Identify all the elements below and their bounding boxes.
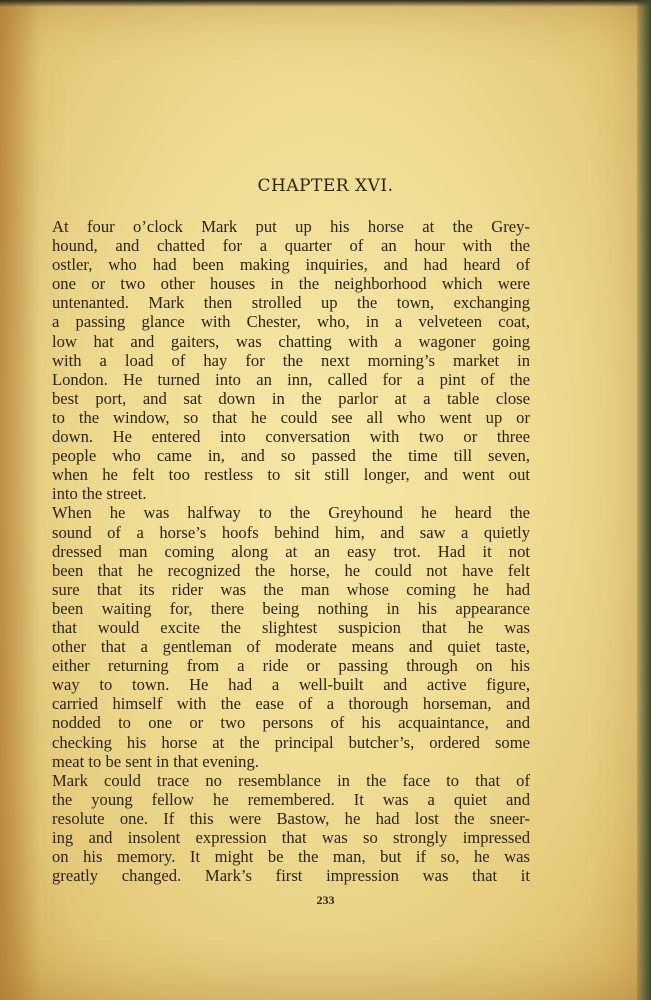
page-top-edge [0, 0, 651, 7]
text-line: down. He entered into conversation with two or three [52, 427, 530, 447]
chapter-heading: CHAPTER XVI. [257, 176, 394, 196]
text-line: When he was halfway to the Greyhound he heard the [52, 503, 530, 523]
text-line: resolute one. If this were Bastow, he had lost the sneer- [52, 808, 530, 828]
text-line: sound of a horse’s hoofs behind him, and saw a quietly [52, 522, 530, 542]
text-line: either returning from a ride or passing through on his [52, 656, 530, 676]
text-line: way to town. He had a well-built and active figure, [52, 675, 530, 695]
text-line: untenanted. Mark then strolled up the town, exchanging [52, 293, 530, 313]
text-line: ostler, who had been making inquiries, and had heard of [52, 255, 530, 275]
text-line: the young fellow he remembered. It was a quiet and [52, 789, 530, 809]
text-line: carried himself with the ease of a thorough horseman, and [52, 694, 530, 714]
text-line: a passing glance with Chester, who, in a velveteen coat, [52, 312, 530, 332]
text-line: hound, and chatted for a quarter of an hour with the [52, 236, 530, 256]
text-line: with a load of hay for the next morning’s market in [52, 350, 530, 370]
text-line: other that a gentleman of moderate means and quiet taste, [52, 637, 530, 657]
text-line: meat to be sent in that evening. [52, 751, 259, 771]
text-line: when he felt too restless to sit still longer, and went out [52, 465, 530, 485]
text-line: low hat and gaiters, was chatting with a wagoner going [52, 331, 530, 351]
page-number: 233 [316, 893, 335, 907]
text-line: one or two other houses in the neighborhood which were [52, 274, 530, 294]
text-line: nodded to one or two persons of his acquaintance, and [52, 713, 530, 733]
text-line: best port, and sat down in the parlor at a table close [52, 388, 530, 408]
text-line: that would excite the slightest suspicion that he was [52, 617, 530, 637]
text-line: London. He turned into an inn, called for a pint of the [52, 369, 530, 389]
body-text [52, 217, 530, 885]
text-line: ing and insolent expression that was so strongly impressed [52, 828, 530, 847]
text-line: sure that its rider was the man whose coming he had [52, 579, 530, 599]
text-line: on his memory. It might be the man, but if so, he was [52, 847, 530, 867]
text-line: dressed man coming along at an easy trot. Had it not [52, 541, 530, 561]
text-line: Mark could trace no resemblance in the face to that of [52, 770, 530, 790]
text-line: to the window, so that he could see all who went up or [52, 407, 530, 427]
text-line: At four o’clock Mark put up his horse at the Grey- [52, 217, 530, 236]
text-line: checking his horse at the principal butcher’s, ordered some [52, 732, 530, 752]
text-line: been that he recognized the horse, he could not have felt [52, 560, 530, 580]
text-line: been waiting for, there being nothing in his appearance [52, 598, 530, 618]
text-line: people who came in, and so passed the time till seven, [52, 446, 530, 466]
text-line: greatly changed. Mark’s first impression was that it [52, 866, 530, 886]
text-line: into the street. [52, 484, 147, 504]
